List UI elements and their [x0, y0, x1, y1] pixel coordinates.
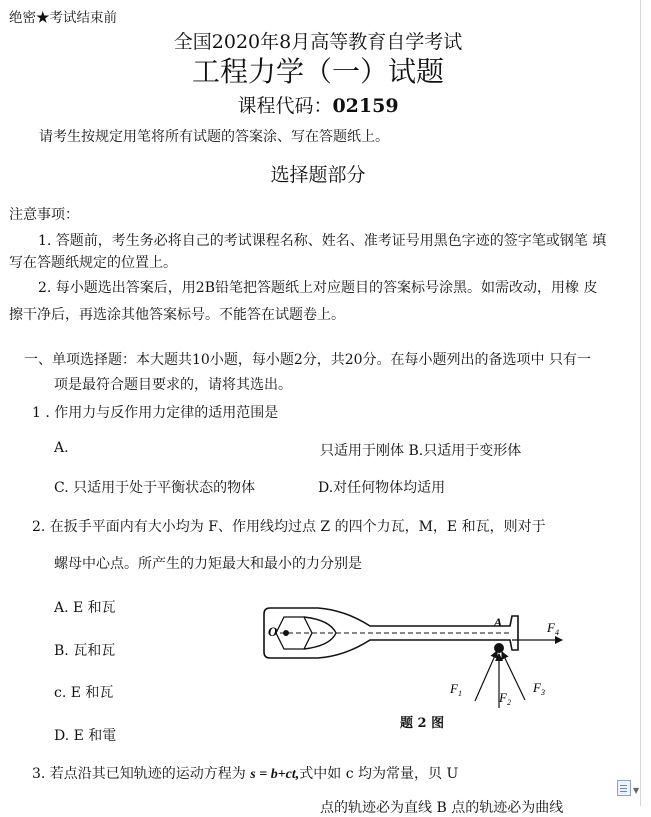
q3-formula: s = b+ct, [250, 767, 300, 782]
q3-stem [32, 763, 458, 783]
note-2-line1: 2. 每小题选出答案后，用2B铅笔把答题纸上对应题目的答案标号涂黑。如需改动，用橡 皮 [38, 280, 598, 296]
q1-option-d: D.对任何物体均适用 [318, 480, 446, 496]
secret-label: 绝密★考试结束前 [9, 10, 117, 26]
document-icon[interactable] [617, 780, 631, 796]
instruction: 请考生按规定用笔将所有试题的答案涂、写在答题纸上。 [39, 129, 389, 145]
q3-stem-after: 式中如 c 均为常量，贝 U [299, 766, 459, 782]
part-one-line2: 项是最符合题目要求的，请将其选出。 [54, 377, 292, 393]
label-f2: $F_2$ [499, 690, 511, 707]
course-code: 02159 [332, 95, 399, 117]
center-point-o [283, 630, 289, 636]
note-2-line2: 擦干净后，再选涂其他答案标号。不能答在试题卷上。 [9, 307, 345, 323]
q1-stem: 1 . 作用力与反作用力定律的适用范围是 [32, 405, 279, 421]
q2-stem-line2: 螺母中心点。所产生的力矩最大和最小的力分别是 [54, 556, 362, 572]
exam-line: 全国2020年8月高等教育自学考试 [173, 31, 463, 53]
course-code-line [0, 91, 636, 118]
q2-stem-line1: 2. 在扳手平面内有大小均为 F、作用线均过点 Z 的四个力瓦，M，E 和瓦，则对于 [32, 519, 546, 535]
q3-stem-before: 3. 若点沿其已知轨迹的运动方程为 [32, 766, 246, 782]
label-a: A [494, 615, 503, 629]
q2-option-c: c. E 和瓦 [54, 685, 114, 701]
q2-option-a: A. E 和瓦 [54, 600, 116, 616]
wrench-head [264, 608, 518, 658]
q1-option-a: A. [54, 440, 69, 456]
chevron-down-icon[interactable]: ▼ [633, 786, 640, 795]
q2-option-d: D. E 和電 [54, 728, 117, 744]
figure-caption: 题 2 图 [400, 716, 445, 731]
label-f1: $F_1$ [450, 681, 462, 698]
notes-heading: 注意事项： [9, 207, 79, 223]
note-1-line2: 写在答题纸规定的位置上。 [9, 255, 177, 271]
label-f3: $F_3$ [533, 680, 545, 697]
label-o: O [268, 624, 278, 639]
label-f4: $F_4$ [547, 620, 559, 637]
note-1-line1: 1. 答题前，考生务必将自己的考试课程名称、姓名、准考证号用黑色字迹的签字笔或钢笔 填 [38, 233, 607, 249]
point-a [494, 643, 504, 653]
q3-options-cutoff: 点的轨迹必为直线 B 点的轨迹必为曲线 [320, 800, 564, 816]
exam-title: 工程力学（一）试题 [191, 55, 444, 88]
q1-option-a-text: 只适用于刚体 B.只适用于变形体 [320, 443, 522, 459]
force-f1-arrow [475, 651, 497, 701]
part-one-line1: 一、单项选择题：本大题共10小题，每小题2分，共20分。在每小题列出的备选项中 只有一 [24, 352, 591, 368]
q2-option-b: B. 瓦和瓦 [54, 643, 116, 659]
q1-option-c: C. 只适用于处于平衡状态的物体 [54, 480, 256, 496]
page-edge-line [640, 0, 641, 806]
section-title: 选择题部分 [270, 164, 366, 186]
course-code-label: 课程代码： [237, 95, 333, 117]
